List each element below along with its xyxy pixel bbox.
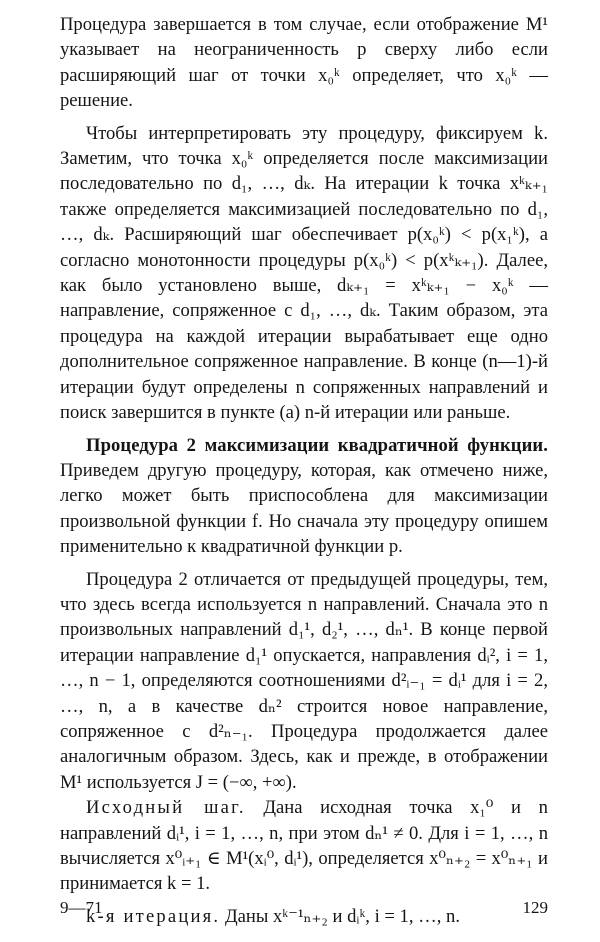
paragraph-4: Процедура 2 отличается от предыдущей процедуры, тем, что здесь всегда используется n направлений. Сначала это n произвольных направлений d₁¹, d₂¹, …, dₙ¹. В конце первой итерации направление d₁¹ опускается, направления dᵢ², i = 1, …, n − 1, определяются соотношениями d²ᵢ₋₁ = dᵢ¹ для i = 2, …, n, а в качестве dₙ² строится новое направление, сопряженное с d²ₙ₋₁. Процедура продолжается далее аналогичным образом. Здесь, как и прежде, в отображении M¹ используется J = (−∞, +∞). xyxy=(60,568,548,793)
initial-step-heading: Исходный шаг. xyxy=(86,797,246,819)
paragraph-1: Процедура завершается в том случае, если отображение M¹ указывает на неограниченность p сверху либо если расширяющий шаг от точки x₀ᵏ определяет, что x₀ᵏ — решение. xyxy=(60,14,548,112)
kth-iteration-heading: k-я итерация. xyxy=(86,905,221,927)
paragraph-3 xyxy=(60,433,548,560)
section-heading-procedure-2: Процедура 2 максимизации квадратичной функции. xyxy=(86,434,548,456)
page-number: 129 xyxy=(522,898,548,917)
page-footer xyxy=(60,898,548,918)
paragraph-6-text: Даны xᵏ⁻¹ₙ₊₂ и dᵢᵏ, i = 1, …, n. xyxy=(224,905,460,927)
paragraph-3-text: Приведем другую процедуру, которая, как отмечено ниже, легко может быть приспособлена для максимизации произвольной функции f. Но сначала эту процедуру опишем применительно к квадратичной функции p. xyxy=(60,459,548,558)
printer-signature: 9—71 xyxy=(60,898,103,917)
paragraph-5 xyxy=(60,795,548,897)
paragraph-5-text: Дана исходная точка x₁⁰ и n направлений dᵢ¹, i = 1, …, n, при этом dₙ¹ ≠ 0. Для i = 1, …, n вычисляется x⁰ᵢ₊₁ ∈ M¹(xᵢ⁰, dᵢ¹), определяется x⁰ₙ₊₂ = x⁰ₙ₊₁ и принимается k = 1. xyxy=(60,797,548,895)
paragraph-2: Чтобы интерпретировать эту процедуру, фиксируем k. Заметим, что точка x₀ᵏ определяется после максимизации последовательно по d₁, …, dₖ. На итерации k точка xᵏₖ₊₁ также определяется максимизацией последовательно по d₁, …, dₖ. Расширяющий шаг обеспечивает p(x₀ᵏ) < p(x₁ᵏ), а согласно монотонности процедуры p(x₀ᵏ) < p(xᵏₖ₊₁). Далее, как было установлено выше, dₖ₊₁ = xᵏₖ₊₁ − x₀ᵏ — направление, сопряженное с d₁, …, dₖ. Таким образом, эта процедура на каждой итерации вырабатывает еще одно дополнительное сопряженное направление. В конце (n—1)-й итерации будут определены n сопряженных направлений и поиск завершится в пункте (а) n-й итерации или раньше. xyxy=(60,122,548,424)
